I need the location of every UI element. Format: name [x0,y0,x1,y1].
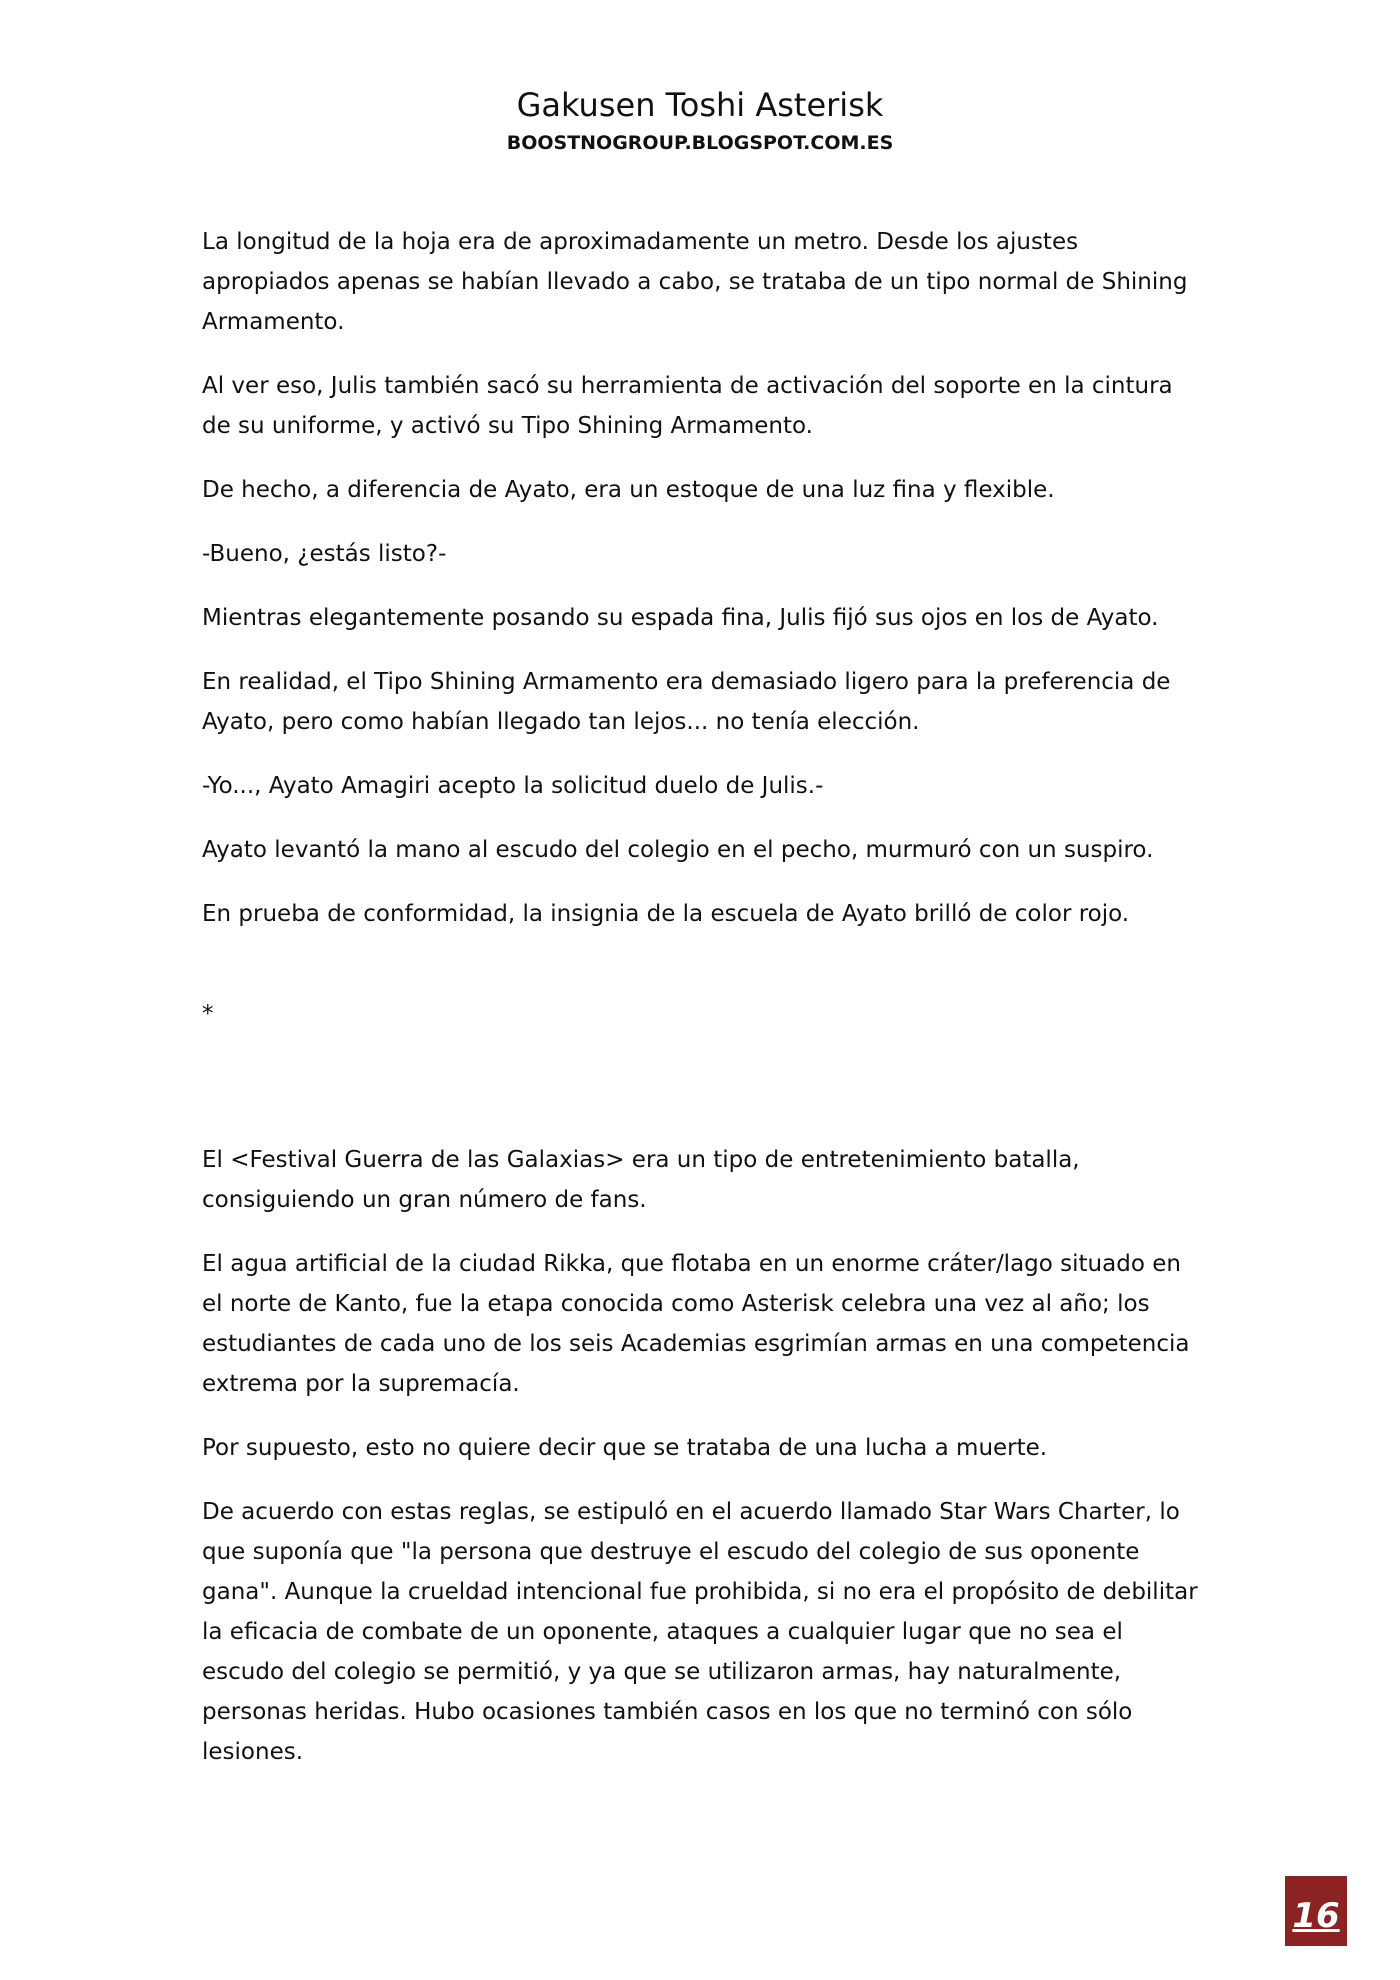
page-number: 16 [1292,1896,1340,1936]
paragraph: En realidad, el Tipo Shining Armamento era demasiado ligero para la preferencia de Ayato, pero como habían llegado tan lejos... no tenía elección. [202,669,1171,735]
paragraph: En prueba de conformidad, la insignia de la escuela de Ayato brilló de color rojo. [202,901,1130,927]
page-number-badge [1285,1876,1347,1946]
paragraph: El <Festival Guerra de las Galaxias> era un tipo de entretenimiento batalla, consiguiendo un gran número de fans. [202,1147,1080,1213]
document-title: Gakusen Toshi Asterisk [516,86,884,124]
paragraph: Mientras elegantemente posando su espada fina, Julis fijó sus ojos en los de Ayato. [202,605,1159,631]
paragraph: Ayato levantó la mano al escudo del colegio en el pecho, murmuró con un suspiro. [202,837,1154,863]
paragraph: Al ver eso, Julis también sacó su herramienta de activación del soporte en la cintura de su uniforme, y activó su Tipo Shining Armamento. [202,373,1173,439]
paragraph: De hecho, a diferencia de Ayato, era un estoque de una luz fina y flexible. [202,477,1055,503]
paragraph: La longitud de la hoja era de aproximadamente un metro. Desde los ajustes apropiados apenas se habían llevado a cabo, se trataba de un tipo normal de Shining Armamento. [202,229,1188,335]
paragraph: El agua artificial de la ciudad Rikka, que flotaba en un enorme cráter/lago situado en el norte de Kanto, fue la etapa conocida como Asterisk celebra una vez al año; los estudiantes de cada uno de los seis Academias esgrimían armas en una competencia extrema por la supremacía. [202,1251,1190,1397]
paragraph: Por supuesto, esto no quiere decir que se trataba de una lucha a muerte. [202,1435,1048,1461]
paragraph: -Bueno, ¿estás listo?- [202,541,447,567]
scene-separator: * [202,1001,214,1027]
document-body [202,222,1202,1796]
paragraph: -Yo..., Ayato Amagiri acepto la solicitud duelo de Julis.- [202,773,824,799]
section-spacer [202,1034,1202,1140]
document-source-url: BOOSTNOGROUP.BLOGSPOT.COM.ES [506,132,894,154]
paragraph: De acuerdo con estas reglas, se estipuló en el acuerdo llamado Star Wars Charter, lo que suponía que "la persona que destruye el escudo del colegio de sus oponente gana". Aunque la crueldad intencional fue prohibida, si no era el propósito de debilitar la eficacia de combate de un oponente, ataques a cualquier lugar que no sea el escudo del colegio se permitió, y ya que se utilizaron armas, hay naturalmente, personas heridas. Hubo ocasiones también casos en los que no terminó con sólo lesiones. [202,1499,1198,1765]
page-header [0,84,1400,156]
